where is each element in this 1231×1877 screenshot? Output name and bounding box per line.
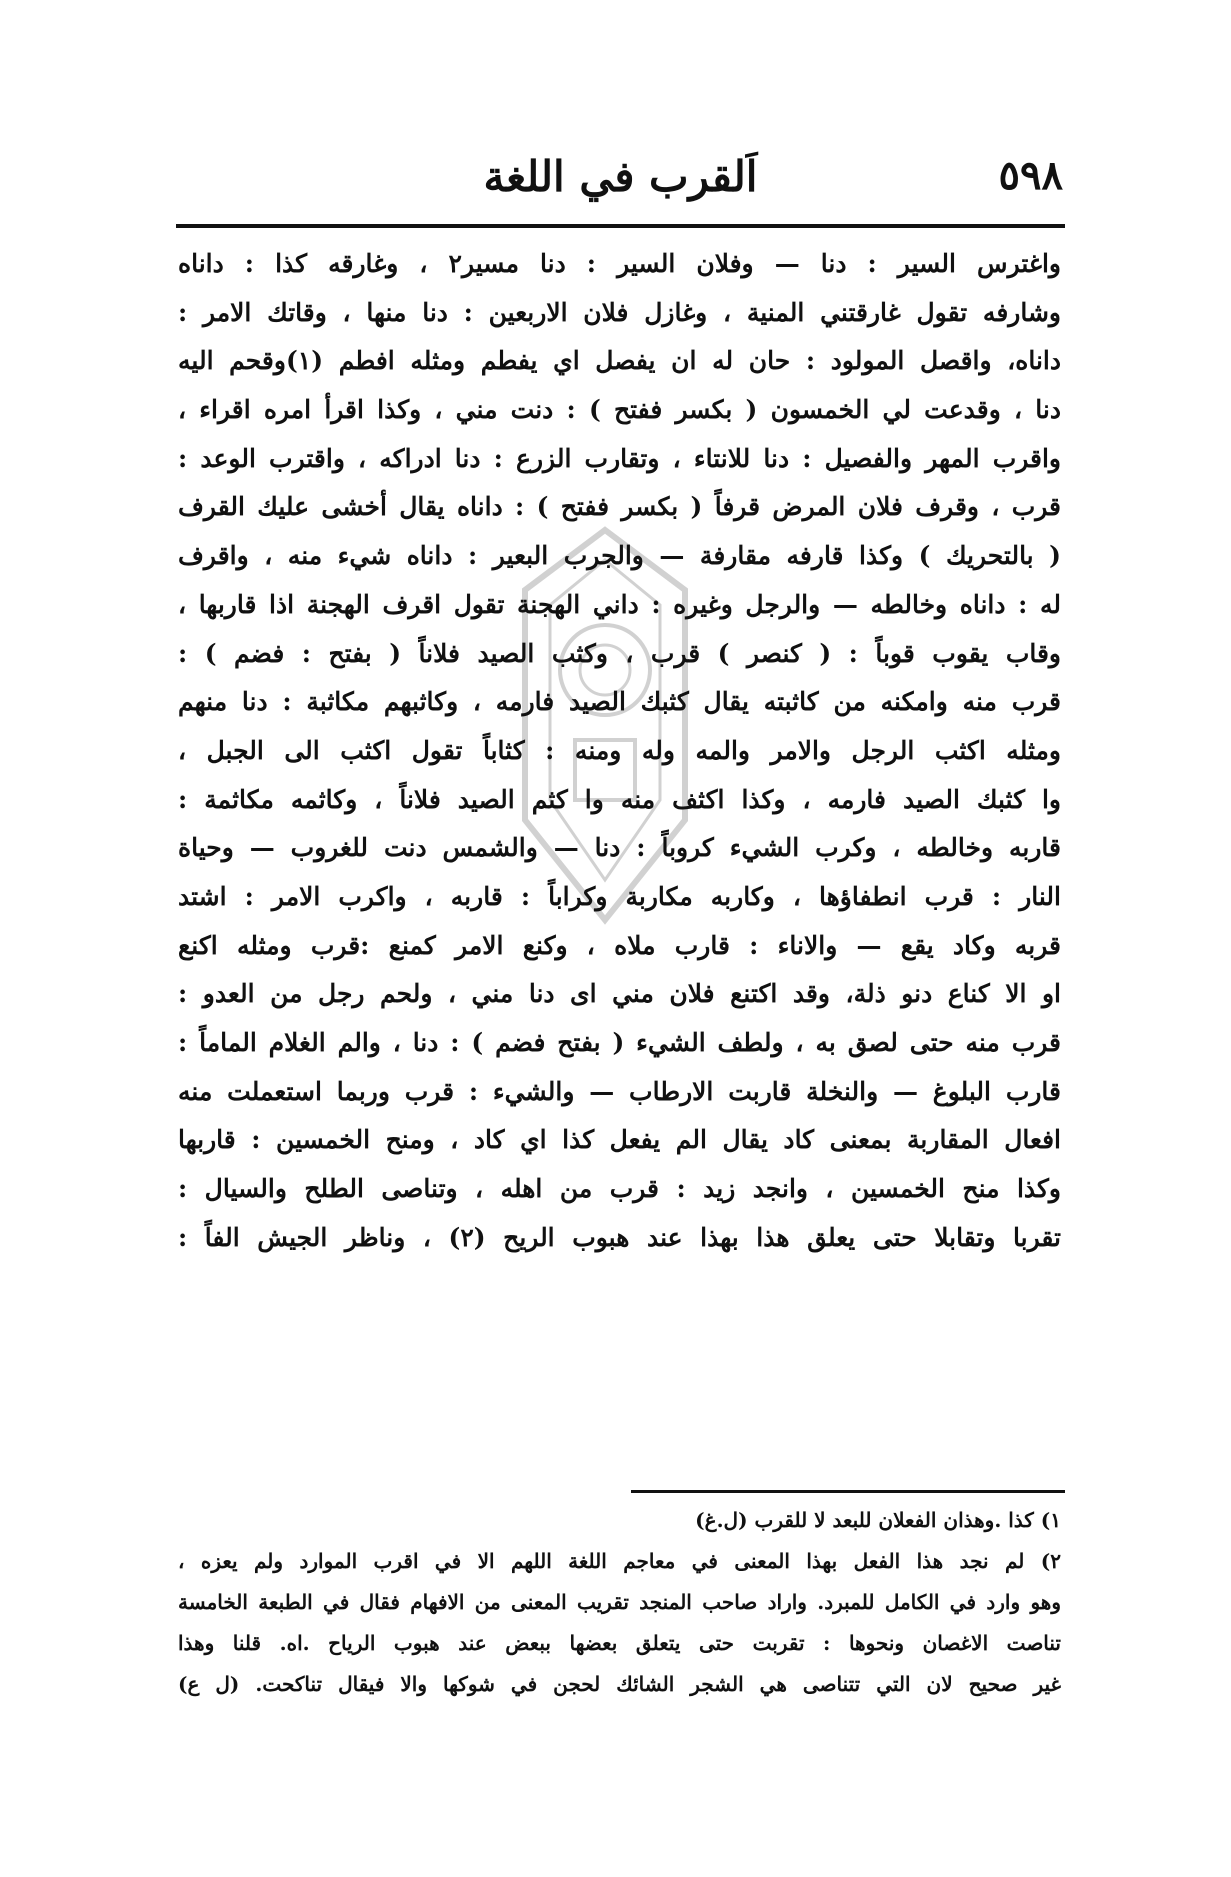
text-line: افعال المقاربة بمعنى كاد يقال الم يفعل كذا اي كاد ، ومنح الخمسين : قاربها: [178, 1125, 1061, 1155]
text-line: تقربا وتقابلا حتى يعلق هذا بهذا عند هبوب الريح (٢) ، وناظر الجيش الفاً :: [178, 1222, 1061, 1252]
text-line: وقاب يقوب قوباً : ( كنصر ) قرب ، وكثب الصيد فلاناً ( بفتح : فضم ) :: [178, 638, 1061, 668]
text-line: له : داناه وخالطه — والرجل وغيره : داني الهجنة تقول اقرف الهجنة اذا قاربها ،: [178, 589, 1061, 619]
footnote-line: ٢) لم نجد هذا الفعل بهذا المعنى في معاجم اللغة اللهم الا في اقرب الموارد ولم يعزه ،: [178, 1549, 1061, 1573]
running-title: اَلقرب في اللغة: [483, 152, 758, 201]
text-line: واغترس السير : دنا — وفلان السير : دنا مسير٢ ، وغارقه كذا : داناه: [178, 249, 1061, 278]
text-line: النار : قرب انطفاؤها ، وكاربه مكاربة وكراباً : قاربه ، واكرب الامر : اشتد: [178, 881, 1061, 911]
text-line: ( بالتحريك ) وكذا قارفه مقارفة — والجرب البعير : داناه شيء منه ، واقرف: [178, 541, 1061, 571]
header-rule: [176, 224, 1065, 228]
text-line: وشارفه تقول غارقتني المنية ، وغازل فلان الاربعين : دنا منها ، وقاتك الامر :: [178, 297, 1061, 327]
text-line: قاربه وخالطه ، وكرب الشيء كروباً : دنا — والشمس دنت للغروب — وحياة: [178, 833, 1061, 863]
text-line: قربه وكاد يقع — والاناء : قارب ملاه ، وكنع الامر كمنع :قرب ومثله اكنع: [178, 930, 1061, 960]
text-line: دنا ، وقدعت لي الخمسون ( بكسر ففتح ) : دنت مني ، وكذا اقرأ امره اقراء ،: [178, 395, 1061, 425]
text-line: او الا كناع دنو ذلة، وقد اكتنع فلان مني اى دنا مني ، ولحم رجل من العدو :: [178, 979, 1061, 1009]
page-number: ٥٩٨: [998, 152, 1063, 199]
page-header: [178, 152, 1063, 212]
text-line: قارب البلوغ — والنخلة قاربت الارطاب — والشيء : قرب وربما استعملت منه: [178, 1076, 1061, 1106]
text-line: وكذا منح الخمسين ، وانجد زيد : قرب من اهله ، وتناصى الطلح والسيال :: [178, 1174, 1061, 1204]
footnotes: [178, 1500, 1061, 1705]
footnote-line: ١) كذا .وهذان الفعلان للبعد لا للقرب (ل.غ): [695, 1508, 1061, 1532]
footnote-line: تناصت الاغصان ونحوها : تقربت حتى يتعلق بعضها ببعض عند هبوب الرياح .اه. قلنا وهذا: [178, 1631, 1061, 1655]
text-line: ومثله اكثب الرجل والامر والمه وله ومنه : كثاباً تقول اكثب الى الجبل ،: [178, 735, 1061, 765]
footnote-rule: [631, 1490, 1065, 1493]
footnote-line: غير صحيح لان التي تتناصى هي الشجر الشائك لحجن في شوكها والا فيقال تناكحت. (ل ع): [178, 1672, 1061, 1696]
body-text: [178, 240, 1061, 1262]
text-line: وا كثبك الصيد فارمه ، وكذا اكثف منه وا كثم الصيد فلاناً ، وكاثمه مكاثمة :: [178, 784, 1061, 814]
text-line: قرب منه حتى لصق به ، ولطف الشيء ( بفتح فضم ) : دنا ، والم الغلام الماماً :: [178, 1028, 1061, 1057]
text-line: قرب ، وقرف فلان المرض قرفاً ( بكسر ففتح ) : داناه يقال أخشى عليك القرف: [178, 492, 1061, 522]
text-line: واقرب المهر والفصيل : دنا للانتاء ، وتقارب الزرع : دنا ادراكه ، واقترب الوعد :: [178, 443, 1061, 473]
footnote-line: وهو وارد في الكامل للمبرد. واراد صاحب المنجد تقريب المعنى من الافهام فقال في الطبعة الخامسة: [178, 1590, 1061, 1614]
text-line: قرب منه وامكنه من كاثبته يقال كثبك الصيد فارمه ، وكاثبهم مكاثبة : دنا منهم: [178, 687, 1061, 717]
text-line: داناه، واقصل المولود : حان له ان يفصل اي يفطم ومثله افطم (١)وقحم اليه: [178, 346, 1061, 376]
